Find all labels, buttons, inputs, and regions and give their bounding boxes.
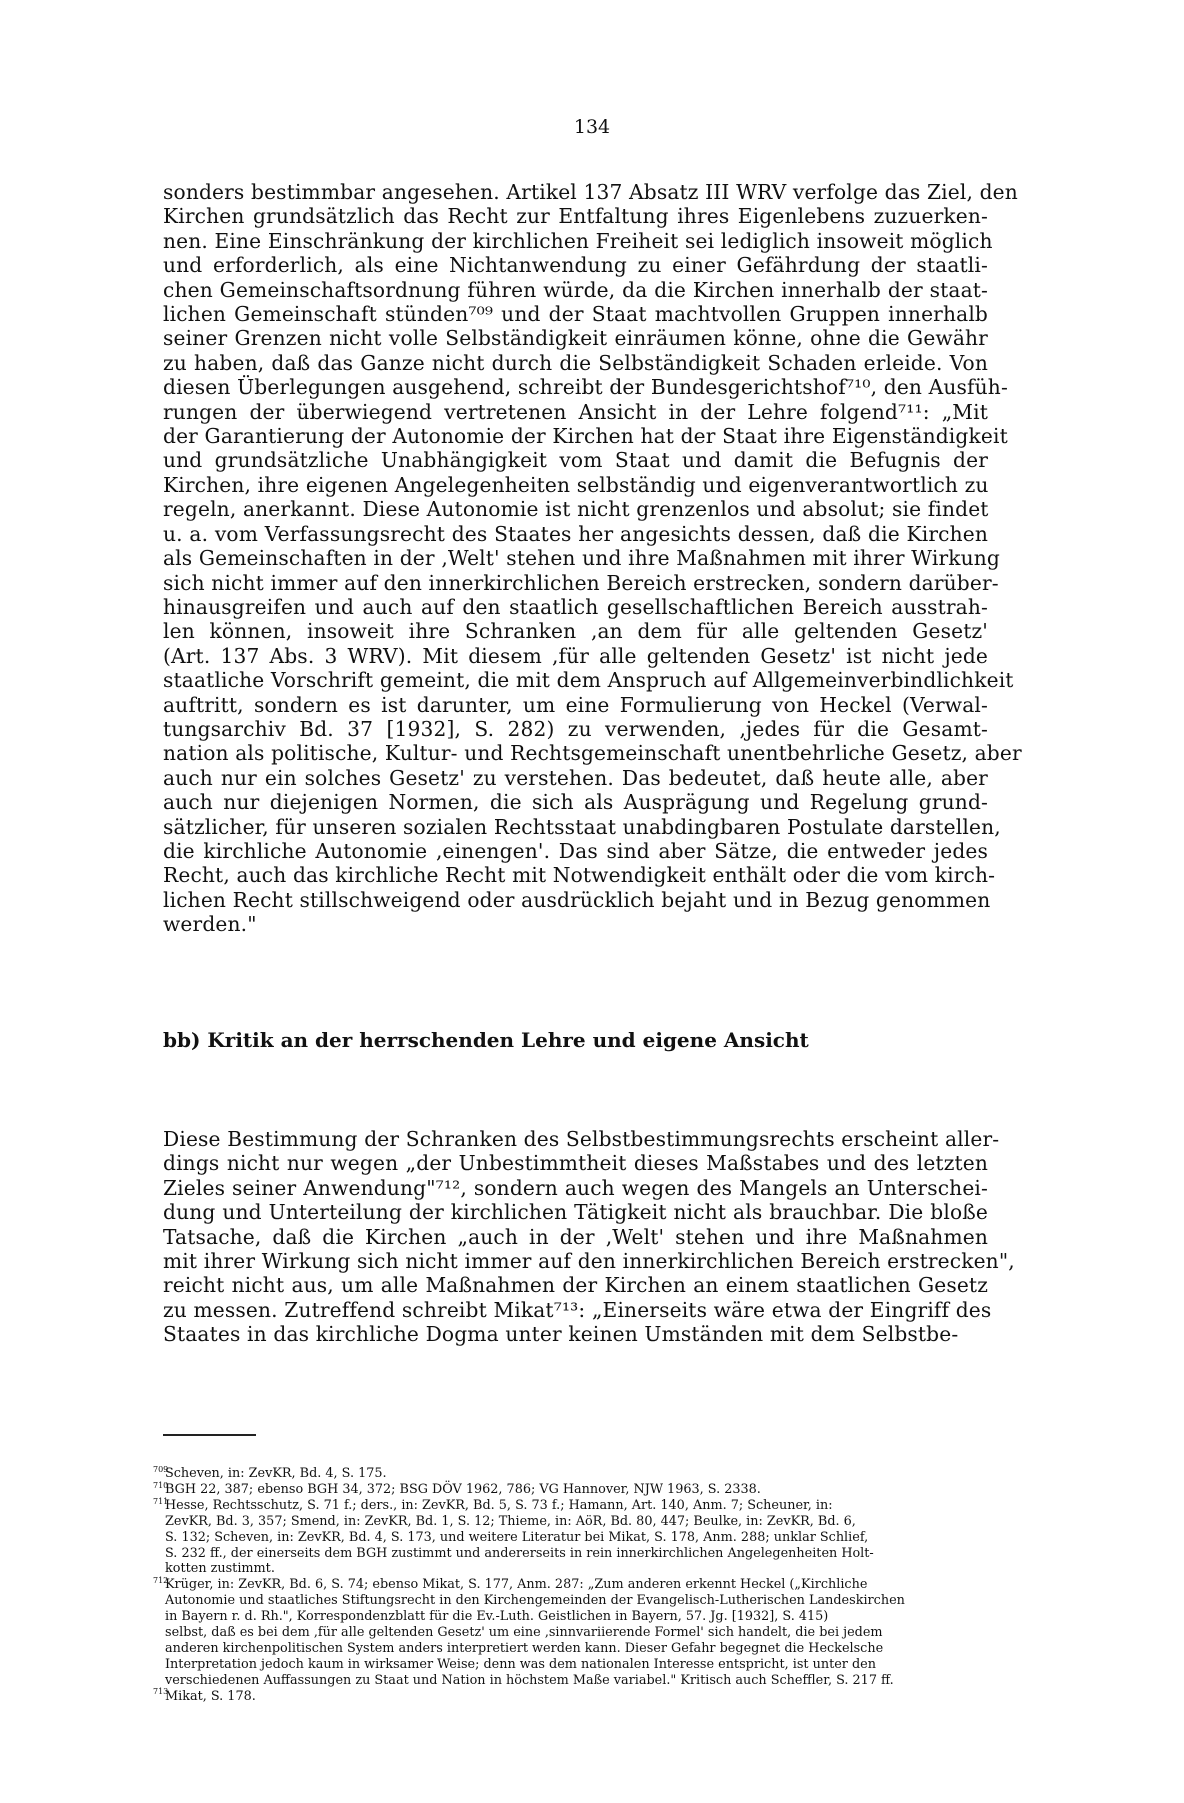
- second-paragraph: [163, 1127, 1015, 1347]
- text-line: u. a. vom Verfassungsrecht des Staates her angesichts dessen, daß die Kirchen: [163, 521, 988, 546]
- text-line: als Gemeinschaften in der ‚Welt' stehen und ihre Maßnahmen mit ihrer Wirkung: [163, 546, 1001, 571]
- footnote-text: BGH 22, 387; ebenso BGH 34, 372; BSG DÖV 1962, 786; VG Hannover, NJW 1963, S. 2338.: [165, 1481, 761, 1497]
- footnote-text: S. 232 ff., der einerseits dem BGH zustimmt und andererseits in rein innerkirchlichen Angelegenheiten Holt-: [165, 1545, 874, 1561]
- page-number: 134: [573, 116, 611, 138]
- footnote-text: Interpretation jedoch kaum in wirksamer Weise; denn was dem nationalen Interesse entspricht, ist unter den: [165, 1656, 876, 1672]
- footnote-line: [153, 1625, 985, 1641]
- footnote-text: selbst, daß es bei dem ‚für alle geltenden Gesetz' um eine ‚sinnvariierende Formel' sich handelt, die bei jedem: [165, 1625, 883, 1641]
- footnote-line: [153, 1641, 985, 1657]
- text-line: diesen Überlegungen ausgehend, schreibt der Bundesgerichtshof⁷¹⁰, den Ausfüh-: [163, 375, 1008, 400]
- text-line: sonders bestimmbar angesehen. Artikel 137 Absatz III WRV verfolge das Ziel, den: [163, 180, 1018, 204]
- footnote-text: Autonomie und staatliches Stiftungsrecht in den Kirchengemeinden der Evangelisch-Lutherischen Landeskirchen: [165, 1593, 905, 1609]
- text-line: tungsarchiv Bd. 37 [1932], S. 282) zu verwenden, ‚jedes für die Gesamt-: [163, 716, 988, 741]
- footnote-line: 709Scheven, in: ZevKR, Bd. 4, S. 175.: [153, 1464, 387, 1481]
- text-line: sätzlicher, für unseren sozialen Rechtsstaat unabdingbaren Postulate darstellen,: [163, 814, 1001, 839]
- footnote-line: [153, 1609, 985, 1625]
- text-line: rungen der überwiegend vertretenen Ansicht in der Lehre folgend⁷¹¹: „Mit: [163, 399, 988, 424]
- text-line: dung und Unterteilung der kirchlichen Tätigkeit nicht als brauchbar. Die bloße: [163, 1200, 988, 1225]
- footnote-text: Scheven, in: ZevKR, Bd. 4, S. 175.: [165, 1466, 387, 1481]
- text-line: Tatsache, daß die Kirchen „auch in der ‚Welt' stehen und ihre Maßnahmen: [163, 1224, 988, 1249]
- text-line: und grundsätzliche Unabhängigkeit vom Staat und damit die Befugnis der: [163, 448, 988, 473]
- footnote-line: [153, 1593, 985, 1609]
- footnote-line: [153, 1546, 985, 1562]
- text-line: der Garantierung der Autonomie der Kirchen hat der Staat ihre Eigenständigkeit: [163, 424, 1008, 449]
- text-line: mit ihrer Wirkung sich nicht immer auf den innerkirchlichen Bereich erstrecken",: [163, 1249, 1015, 1274]
- footnote-line: [153, 1514, 985, 1530]
- text-line: Staates in das kirchliche Dogma unter keinen Umständen mit dem Selbstbe-: [163, 1322, 959, 1347]
- text-line: hinausgreifen und auch auf den staatlich gesellschaftlichen Bereich ausstrah-: [163, 594, 988, 619]
- text-line: zu haben, daß das Ganze nicht durch die Selbständigkeit Schaden erleide. Von: [163, 350, 988, 375]
- footnote-line: [153, 1561, 985, 1577]
- text-line: auch nur ein solches Gesetz' zu verstehen. Das bedeutet, daß heute alle, aber: [163, 765, 988, 790]
- footnote-text: Mikat, S. 178.: [165, 1688, 256, 1704]
- footnote-text: kotten zustimmt.: [165, 1561, 275, 1577]
- text-line: Zieles seiner Anwendung"⁷¹², sondern auch wegen des Mangels an Unterschei-: [163, 1175, 988, 1200]
- footnote-line: [153, 1657, 985, 1673]
- text-line: werden.": [163, 912, 257, 937]
- main-paragraph: [163, 180, 1022, 937]
- text-line: Diese Bestimmung der Schranken des Selbstbestimmungsrechts erscheint aller-: [163, 1127, 1000, 1151]
- text-line: Kirchen grundsätzlich das Recht zur Entfaltung ihres Eigenlebens zuzuerken-: [163, 204, 988, 229]
- text-line: lichen Gemeinschaft stünden⁷⁰⁹ und der Staat machtvollen Gruppen innerhalb: [163, 302, 988, 327]
- text-line: reicht nicht aus, um alle Maßnahmen der Kirchen an einem staatlichen Gesetz: [163, 1273, 988, 1298]
- text-line: lichen Recht stillschweigend oder ausdrücklich bejaht und in Bezug genommen: [163, 887, 991, 912]
- text-line: nen. Eine Einschränkung der kirchlichen Freiheit sei lediglich insoweit möglich: [163, 228, 993, 253]
- section-heading: bb) Kritik an der herrschenden Lehre und eigene Ansicht: [163, 1028, 809, 1052]
- text-line: seiner Grenzen nicht volle Selbständigkeit einräumen könne, ohne die Gewähr: [163, 326, 988, 351]
- text-line: len können, insoweit ihre Schranken ‚an dem für alle geltenden Gesetz': [163, 619, 988, 644]
- footnote-line: 711Hesse, Rechtsschutz, S. 71 f.; ders., in: ZevKR, Bd. 5, S. 73 f.; Hamann, Art. 140, Anm. 7; Scheuner, in:: [153, 1496, 833, 1513]
- footnote-divider: [163, 1434, 256, 1436]
- text-line: Kirchen, ihre eigenen Angelegenheiten selbständig und eigenverantwortlich zu: [163, 472, 989, 497]
- text-line: (Art. 137 Abs. 3 WRV). Mit diesem ‚für alle geltenden Gesetz' ist nicht jede: [163, 643, 988, 668]
- text-line: sich nicht immer auf den innerkirchlichen Bereich erstrecken, sondern darüber-: [163, 570, 999, 595]
- text-line: die kirchliche Autonomie ‚einengen'. Das sind aber Sätze, die entweder jedes: [163, 838, 988, 863]
- footnote-text: Krüger, in: ZevKR, Bd. 6, S. 74; ebenso Mikat, S. 177, Anm. 287: „Zum anderen erkennt Heckel („Kirchliche: [165, 1577, 868, 1593]
- footnote-text: verschiedenen Auffassungen zu Staat und Nation in höchstem Maße variabel." Kritisch auch Scheffler, S. 217 ff.: [165, 1672, 894, 1688]
- footnote-text: ZevKR, Bd. 3, 357; Smend, in: ZevKR, Bd. 1, S. 12; Thieme, in: AöR, Bd. 80, 447; Beulke, in: ZevKR, Bd. 6,: [165, 1513, 856, 1529]
- footnote-line: [153, 1530, 985, 1546]
- text-line: staatliche Vorschrift gemeint, die mit dem Anspruch auf Allgemeinverbindlichkeit: [163, 668, 1014, 693]
- footnote-text: S. 132; Scheven, in: ZevKR, Bd. 4, S. 173, und weitere Literatur bei Mikat, S. 178, Anm. 288; unklar Schlief,: [165, 1529, 869, 1545]
- footnote-text: Hesse, Rechtsschutz, S. 71 f.; ders., in: ZevKR, Bd. 5, S. 73 f.; Hamann, Art. 140, Anm. 7; Scheuner, in:: [165, 1497, 833, 1513]
- footnote-line: [153, 1673, 985, 1689]
- text-line: und erforderlich, als eine Nichtanwendung zu einer Gefährdung der staatli-: [163, 253, 988, 278]
- text-line: regeln, anerkannt. Diese Autonomie ist nicht grenzenlos und absolut; sie findet: [163, 497, 989, 522]
- footnote-line: 713Mikat, S. 178.: [153, 1687, 256, 1704]
- text-line: chen Gemeinschaftsordnung führen würde, da die Kirchen innerhalb der staat-: [163, 277, 988, 302]
- footnote-text: in Bayern r. d. Rh.", Korrespondenzblatt für die Ev.-Luth. Geistlichen in Bayern, 57. Jg. [1932], S. 415): [165, 1609, 829, 1625]
- text-line: nation als politische, Kultur- und Rechtsgemeinschaft unentbehrliche Gesetz, aber: [163, 741, 1022, 766]
- text-line: zu messen. Zutreffend schreibt Mikat⁷¹³: „Einerseits wäre etwa der Eingriff des: [163, 1297, 992, 1322]
- footnotes: [153, 1466, 985, 1705]
- text-line: auftritt, sondern es ist darunter, um eine Formulierung von Heckel (Verwal-: [163, 692, 988, 717]
- text-line: Recht, auch das kirchliche Recht mit Notwendigkeit enthält oder die vom kirch-: [163, 863, 996, 888]
- footnote-line: 712Krüger, in: ZevKR, Bd. 6, S. 74; ebenso Mikat, S. 177, Anm. 287: „Zum anderen erkennt Heckel („Kirchliche: [153, 1576, 868, 1593]
- footnote-text: anderen kirchenpolitischen System anders interpretiert werden kann. Dieser Gefahr begegnet die Heckelsche: [165, 1640, 884, 1656]
- text-line: dings nicht nur wegen „der Unbestimmtheit dieses Maßstabes und des letzten: [163, 1151, 988, 1176]
- footnote-line: 710BGH 22, 387; ebenso BGH 34, 372; BSG DÖV 1962, 786; VG Hannover, NJW 1963, S. 2338.: [153, 1480, 761, 1497]
- text-line: auch nur diejenigen Normen, die sich als Ausprägung und Regelung grund-: [163, 790, 988, 815]
